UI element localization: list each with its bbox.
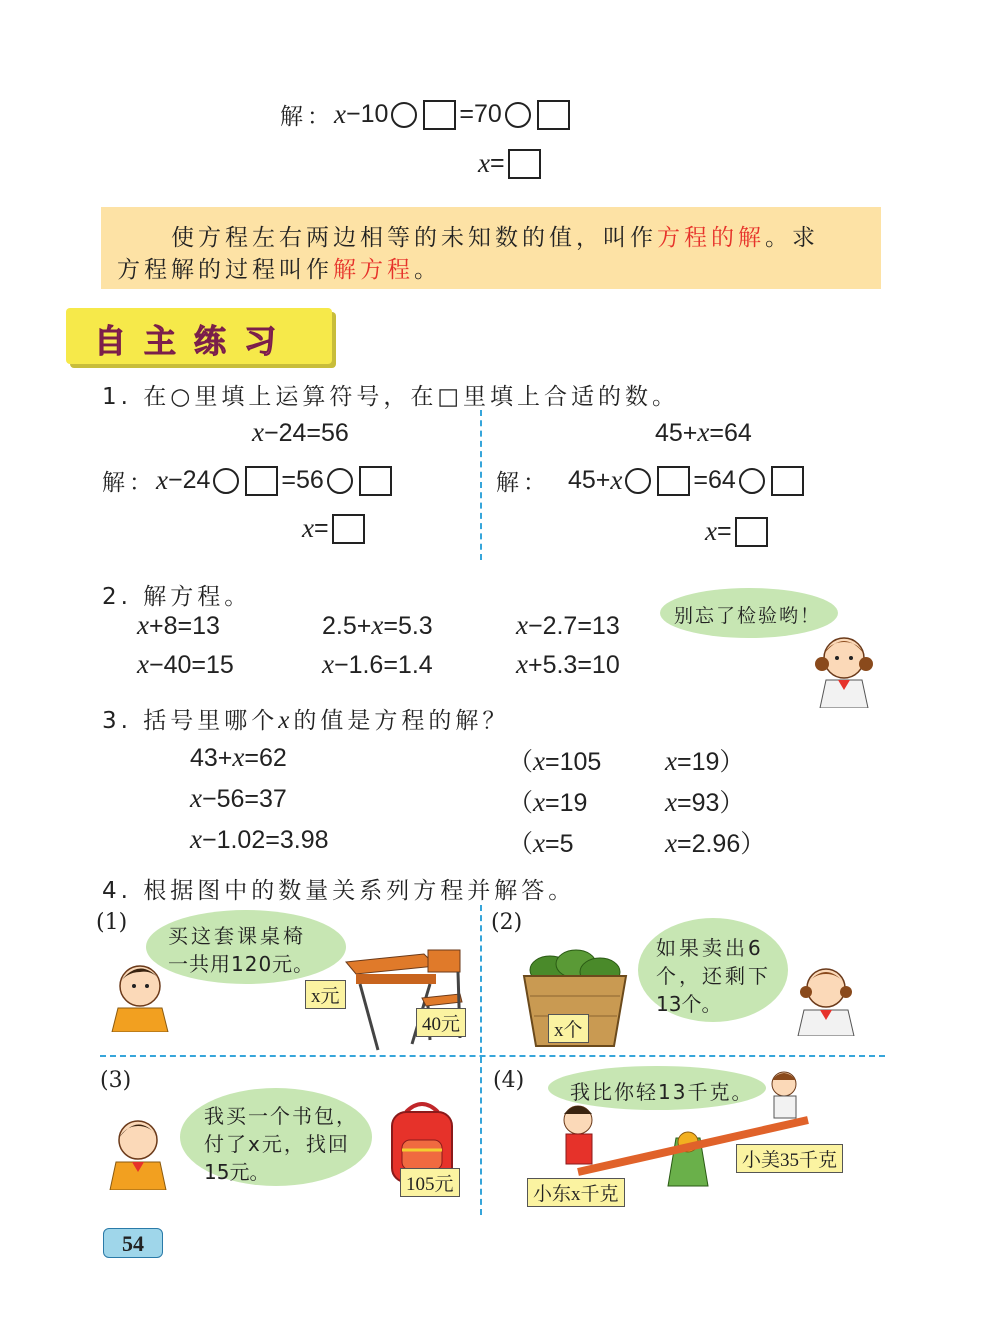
var-x: x xyxy=(533,828,545,858)
bubble-text-line: 个，还剩下 xyxy=(656,964,771,988)
tag-chair-price: 40元 xyxy=(416,1008,466,1037)
bubble-text-line: 付了x元，找回 xyxy=(204,1132,350,1156)
q3-prompt-b: 的值是方程的解？ xyxy=(293,708,510,734)
var-x: x xyxy=(705,516,717,546)
expr-text: =64 xyxy=(693,466,736,494)
definition-text: 。求 xyxy=(765,225,819,251)
intro-left-expr: −10 xyxy=(345,100,389,128)
definition-text: 。 xyxy=(414,257,441,283)
equation-text: =64 xyxy=(709,419,752,447)
panel-2-bubble xyxy=(638,918,788,1022)
eq-post: −2.7=13 xyxy=(527,612,620,640)
q1-right-x-line xyxy=(705,516,771,547)
boy-illustration-icon xyxy=(104,958,176,1032)
panel-4-number: (4) xyxy=(493,1068,525,1093)
number-blank-box[interactable] xyxy=(537,100,570,130)
divider-dashed xyxy=(480,410,482,560)
var-x: x xyxy=(232,742,245,772)
eq-post: +5.3=10 xyxy=(527,651,620,679)
definition-line-1 xyxy=(171,219,819,252)
q1-prompt: 1. 在○里填上运算符号，在□里填上合适的数。 xyxy=(102,384,680,410)
q1-left-solution xyxy=(102,464,395,497)
eq-post: +8=13 xyxy=(148,612,220,640)
q3-row-2-options: （x=19 xyxy=(508,787,588,817)
var-x: x xyxy=(190,824,202,854)
q3-row-3-options: （x=5 xyxy=(508,828,574,858)
page-number: 54 xyxy=(122,1231,144,1256)
panel-1-bubble xyxy=(146,910,346,984)
var-x: x xyxy=(665,828,677,858)
var-x: x xyxy=(278,707,294,734)
definition-box xyxy=(101,207,881,289)
var-x: x xyxy=(697,417,710,447)
equation-text: −24=56 xyxy=(263,419,349,447)
bubble-text-line: 一共用120元。 xyxy=(168,952,315,976)
operator-blank-circle[interactable] xyxy=(505,102,531,128)
operator-blank-circle[interactable] xyxy=(739,468,765,494)
tag-watermelon-count: x个 xyxy=(548,1014,589,1043)
equation-text: 45+ xyxy=(655,419,698,447)
page-number-badge xyxy=(103,1228,163,1258)
option-2: =19 xyxy=(676,748,720,776)
girl-illustration-icon xyxy=(802,628,882,708)
var-x: x xyxy=(252,417,264,447)
var-x: x xyxy=(665,787,677,817)
var-x: x xyxy=(533,746,545,776)
var-x: x xyxy=(302,513,314,543)
var-x: x xyxy=(137,610,149,640)
eq-pre: 43+ xyxy=(190,744,233,772)
number-blank-box[interactable] xyxy=(423,100,456,130)
bubble-text-line: 13个。 xyxy=(656,992,722,1016)
var-x: x xyxy=(478,148,490,178)
number-blank-box[interactable] xyxy=(735,517,768,547)
option-2: =93 xyxy=(676,789,720,817)
var-x: x xyxy=(665,746,677,776)
expr-text: −24 xyxy=(167,466,211,494)
var-x: x xyxy=(334,99,346,129)
intro-jie: 解： xyxy=(280,104,334,130)
equals-sign: = xyxy=(313,514,329,542)
intro-right-expr: =70 xyxy=(459,100,502,128)
var-x: x xyxy=(610,465,623,495)
var-x: x xyxy=(322,649,334,679)
var-x: x xyxy=(533,787,545,817)
panel-2-number: (2) xyxy=(491,910,523,935)
bubble-text-line: 我买一个书包， xyxy=(204,1104,358,1128)
var-x: x xyxy=(190,783,202,813)
number-blank-box[interactable] xyxy=(332,514,365,544)
q3-row-3-option-2: x=2.96） xyxy=(665,828,766,858)
q3-row-3-eq xyxy=(190,824,329,855)
q1-right-equation xyxy=(655,417,752,448)
bubble-text: 我比你轻13千克。 xyxy=(570,1080,754,1104)
bubble-text-line: 如果卖出6 xyxy=(656,936,764,960)
option-2: =2.96 xyxy=(676,830,741,858)
number-blank-box[interactable] xyxy=(657,466,690,496)
panel-1-number: (1) xyxy=(96,910,128,935)
eq-post: −40=15 xyxy=(148,651,234,679)
number-blank-box[interactable] xyxy=(359,466,392,496)
definition-text: 使方程左右两边相等的未知数的值，叫作 xyxy=(171,225,657,251)
option-1: =105 xyxy=(545,748,602,776)
number-blank-box[interactable] xyxy=(245,466,278,496)
girl-illustration-icon xyxy=(104,1114,180,1190)
intro-solution-line xyxy=(280,98,573,131)
eq-post: −1.6=1.4 xyxy=(333,651,433,679)
definition-line-2 xyxy=(117,251,441,284)
q2-eq-5 xyxy=(322,649,433,680)
number-blank-box[interactable] xyxy=(508,149,541,179)
q4-prompt: 4. 根据图中的数量关系列方程并解答。 xyxy=(102,878,576,904)
q3-row-1-options: （x=105 xyxy=(508,746,602,776)
term-solution: 方程的解 xyxy=(657,225,765,251)
q1-left-equation xyxy=(252,417,349,448)
var-x: x xyxy=(371,610,384,640)
divider-dashed-horizontal xyxy=(100,1055,885,1057)
q2-eq-4 xyxy=(137,649,234,680)
q3-prompt-a: 3. 括号里哪个 xyxy=(102,708,279,734)
equals-sign: = xyxy=(489,149,505,177)
tag-xiaodong-weight: 小东x千克 xyxy=(527,1178,625,1207)
intro-x-line xyxy=(478,148,544,179)
term-solving: 解方程 xyxy=(333,257,414,283)
q3-prompt xyxy=(102,702,509,735)
expr-text: 45+ xyxy=(568,466,611,494)
definition-text: 方程解的过程叫作 xyxy=(117,257,333,283)
girl-illustration-icon xyxy=(788,962,864,1036)
var-x: x xyxy=(156,465,168,495)
eq-post: −56=37 xyxy=(201,785,287,813)
q3-row-2-option-2: x=93） xyxy=(665,787,745,817)
operator-blank-circle[interactable] xyxy=(391,102,417,128)
divider-dashed-vertical xyxy=(480,905,482,1215)
q1-left-x-line xyxy=(302,513,368,544)
tag-xiaomei-weight: 小美35千克 xyxy=(736,1144,843,1173)
eq-post: =5.3 xyxy=(383,612,433,640)
bubble-text-line: 15元。 xyxy=(204,1160,270,1184)
option-1: =19 xyxy=(545,789,588,817)
bubble-text-line: 买这套课桌椅 xyxy=(168,924,306,948)
section-title-banner xyxy=(66,308,332,364)
q2-eq-1 xyxy=(137,610,220,641)
eq-post: =62 xyxy=(244,744,287,772)
panel-3-number: (3) xyxy=(100,1068,132,1093)
equals-sign: = xyxy=(716,517,732,545)
tag-backpack-price: 105元 xyxy=(400,1168,460,1197)
q3-row-1-option-2: x=19） xyxy=(665,746,745,776)
var-x: x xyxy=(516,649,528,679)
jie-label: 解： xyxy=(102,470,156,496)
var-x: x xyxy=(516,610,528,640)
q2-eq-3 xyxy=(516,610,620,641)
q2-prompt: 2. 解方程。 xyxy=(102,584,252,610)
option-1: =5 xyxy=(545,830,574,858)
tag-desk-price: x元 xyxy=(305,980,346,1009)
section-title: 自主练习 xyxy=(94,322,295,360)
jie-label: 解： xyxy=(496,470,550,496)
q2-eq-6 xyxy=(516,649,620,680)
q1-right-solution xyxy=(496,464,807,497)
q2-eq-2 xyxy=(322,610,433,641)
panel-3-bubble xyxy=(180,1088,372,1186)
expr-text: =56 xyxy=(281,466,324,494)
eq-pre: 2.5+ xyxy=(322,612,372,640)
operator-blank-circle[interactable] xyxy=(625,468,651,494)
number-blank-box[interactable] xyxy=(771,466,804,496)
eq-post: −1.02=3.98 xyxy=(201,826,329,854)
operator-blank-circle[interactable] xyxy=(213,468,239,494)
var-x: x xyxy=(137,649,149,679)
q2-bubble-text: 别忘了检验哟！ xyxy=(674,605,822,627)
q3-row-2-eq xyxy=(190,783,287,814)
q3-row-1-eq xyxy=(190,742,287,773)
operator-blank-circle[interactable] xyxy=(327,468,353,494)
